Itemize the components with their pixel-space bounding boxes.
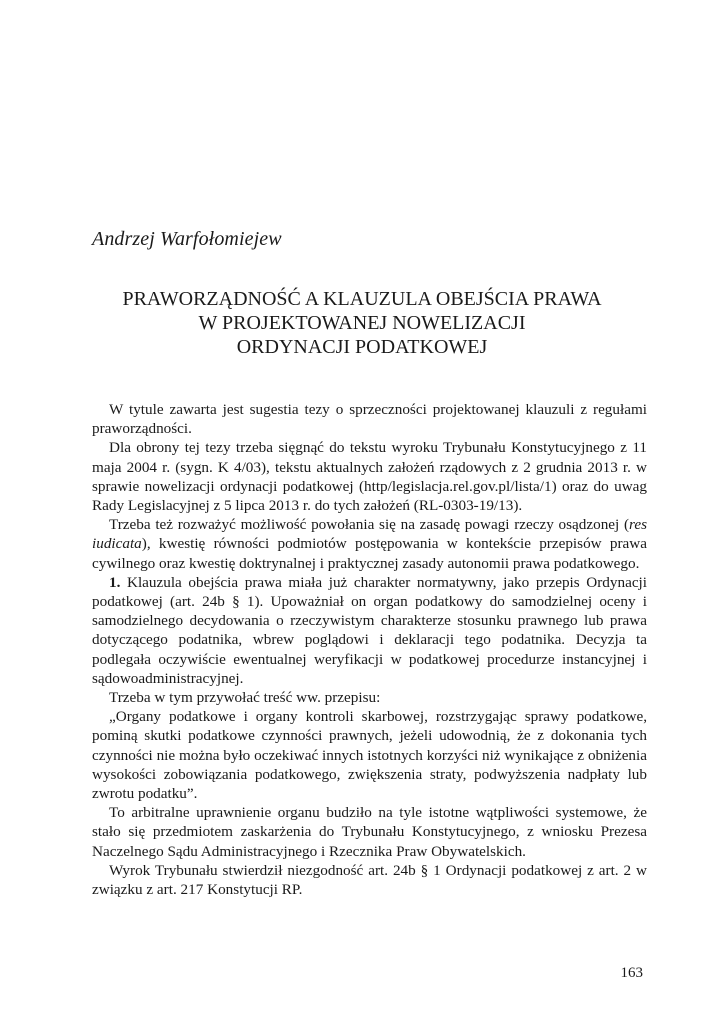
- article-title: [92, 287, 632, 359]
- paragraph-2: Dla obrony tej tezy trzeba sięgnąć do tekstu wyroku Trybunału Konstytucyjnego z 11 maja 2004 r. (sygn. K 4/03), tekstu aktualnych założeń rządowych z 2 grudnia 2013 r. w sprawie nowelizacji ordynacji podatkowej (http/legislacja.rel.gov.pl/lista/1) oraz do uwag Rady Legislacyjnej z 5 lipca 2013 r. do tych założeń (RL-0303-19/13).: [92, 439, 647, 515]
- paragraph-4-text: Klauzula obejścia prawa miała już charakter normatywny, jako przepis Ordynacji podatkowej (art. 24b § 1). Upoważniał on organ podatkowy do samodzielnej oceny i samodzielnego decydowania o rzeczywistym charakterze stosunku prawnego lub prawa dotyczącego podatnika, wbrew poglądowi i deklaracji tego podatnika. Decyzja ta podlegała oczywiście ewentualnej weryfikacji w podatkowej procedurze instancyjnej i sądowoadministracyjnej.: [92, 573, 647, 687]
- paragraph-7: To arbitralne uprawnienie organu budziło na tyle istotne wątpliwości systemowe, że stało się przedmiotem zaskarżenia do Trybunału Konstytucyjnego, z wniosku Prezesa Naczelnego Sądu Administracyjnego i Rzecznika Praw Obywatelskich.: [92, 804, 647, 860]
- paragraph-3: [92, 515, 647, 573]
- title-line-2: W PROJEKTOWANEJ NOWELIZACJI: [198, 312, 526, 334]
- paragraph-5: Trzeba w tym przywołać treść ww. przepisu:: [109, 689, 381, 707]
- author-name: Andrzej Warfołomiejew: [92, 228, 282, 250]
- latin-term: res iudicata: [92, 516, 647, 553]
- title-line-1: PRAWORZĄDNOŚĆ A KLAUZULA OBEJŚCIA PRAWA: [122, 288, 602, 310]
- page-number: 163: [620, 965, 643, 981]
- paragraph-3-part-b: ), kwestię równości podmiotów postępowania w kontekście przepisów prawa cywilnego oraz kwestię doktrynalnej i praktycznej zasady autonomii prawa podatkowego.: [92, 535, 647, 572]
- title-line-3: ORDYNACJI PODATKOWEJ: [236, 336, 488, 358]
- quoted-provision: „Organy podatkowe i organy kontroli skarbowej, rozstrzygając sprawy podatkowe, pominą skutki podatkowe czynności prawnych, jeżeli udowodnią, że z dokonania tych czynności nie można było oczekiwać innych istotnych korzyści niż wynikające z obniżenia wysokości zobowiązania podatkowego, zwiększenia straty, podwyższenia nadpłaty lub zwrotu podatku”.: [92, 708, 647, 803]
- paragraph-4: [92, 573, 647, 688]
- article-body: [92, 400, 647, 899]
- section-number: 1.: [109, 573, 121, 591]
- paragraph-8: Wyrok Trybunału stwierdził niezgodność art. 24b § 1 Ordynacji podatkowej z art. 2 w związku z art. 217 Konstytucji RP.: [92, 861, 647, 899]
- paragraph-3-part-a: Trzeba też rozważyć możliwość powołania się na zasadę powagi rzeczy osądzonej (: [109, 516, 629, 534]
- paragraph-1: W tytule zawarta jest sugestia tezy o sprzeczności projektowanej klauzuli z regułami praworządności.: [92, 401, 647, 438]
